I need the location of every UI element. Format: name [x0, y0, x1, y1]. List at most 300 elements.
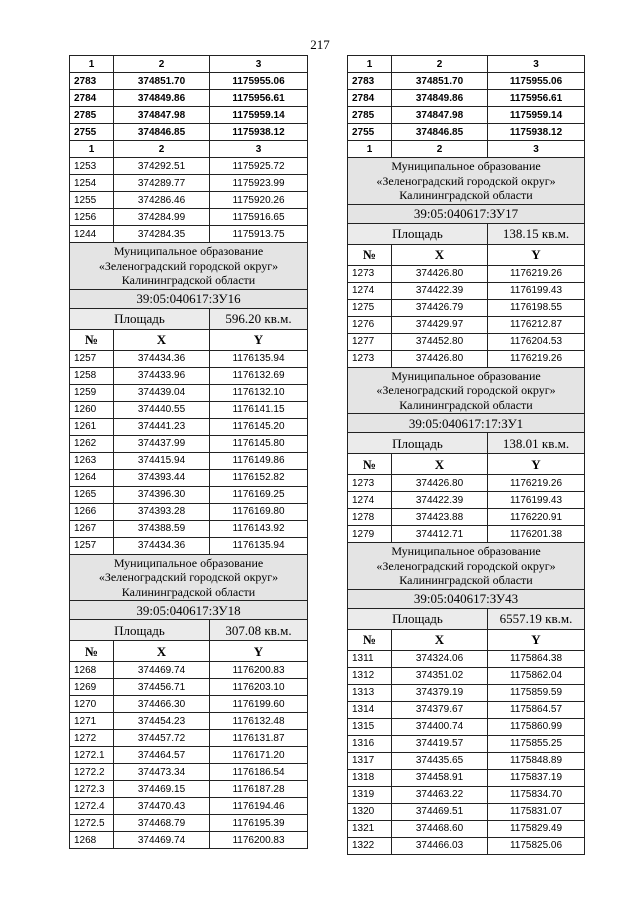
table-row — [70, 401, 308, 418]
table-cell: 1176219.26 — [488, 475, 585, 492]
table-cell: 1273 — [348, 265, 392, 282]
table-cell: 1175855.25 — [488, 735, 585, 752]
table-cell: 374324.06 — [392, 650, 488, 667]
table-cell: 1176199.60 — [210, 696, 308, 713]
table-cell: 1277 — [348, 333, 392, 350]
table-row — [70, 192, 308, 209]
table-cell: 1176220.91 — [488, 509, 585, 526]
table-cell: 1176143.92 — [210, 520, 308, 537]
cadastral-number-row — [70, 601, 308, 620]
table-row — [348, 90, 585, 107]
table-row — [348, 820, 585, 837]
table-cell: 374466.03 — [392, 837, 488, 854]
table-cell: 1175837.19 — [488, 769, 585, 786]
table-cell: 1267 — [70, 520, 114, 537]
table-cell: 1176203.10 — [210, 679, 308, 696]
table-cell: 1261 — [70, 418, 114, 435]
table-row — [70, 158, 308, 175]
area-row — [348, 223, 585, 244]
table-cell: X — [114, 329, 210, 350]
table-cell: 1175920.26 — [210, 192, 308, 209]
table-row — [348, 786, 585, 803]
municipality-row — [70, 554, 308, 601]
table-row — [70, 209, 308, 226]
table-cell: 1 — [348, 141, 392, 158]
table-cell: 1175831.07 — [488, 803, 585, 820]
area-row — [348, 433, 585, 454]
table-cell: 374470.43 — [114, 798, 210, 815]
table-cell: 1266 — [70, 503, 114, 520]
table-cell: Y — [488, 244, 585, 265]
table-cell: Площадь — [70, 620, 210, 641]
table-cell: 1175955.06 — [210, 73, 308, 90]
table-row — [70, 537, 308, 554]
table-cell: 1258 — [70, 367, 114, 384]
table-cell: 374388.59 — [114, 520, 210, 537]
table-cell: 374847.98 — [392, 107, 488, 124]
table-cell: № — [348, 454, 392, 475]
table-cell: 2785 — [70, 107, 114, 124]
table-cell: 1275 — [348, 299, 392, 316]
table-cell: Муниципальное образование «Зеленоградский городской округ» Калининградской области — [348, 543, 585, 590]
table-cell: 1268 — [70, 662, 114, 679]
table-cell: 1 — [348, 56, 392, 73]
table-cell: 1272.4 — [70, 798, 114, 815]
table-cell: 374456.71 — [114, 679, 210, 696]
table-cell: 1176135.94 — [210, 350, 308, 367]
table-cell: 1311 — [348, 650, 392, 667]
table-cell: 374847.98 — [114, 107, 210, 124]
right-coordinates-table — [347, 55, 585, 855]
table-cell: 374426.80 — [392, 350, 488, 367]
table-cell: X — [114, 641, 210, 662]
table-cell: 2 — [114, 56, 210, 73]
table-row — [348, 769, 585, 786]
table-cell: 1175825.06 — [488, 837, 585, 854]
table-cell: 3 — [210, 56, 308, 73]
table-cell: 374466.30 — [114, 696, 210, 713]
table-row — [348, 492, 585, 509]
table-cell: 1257 — [70, 537, 114, 554]
table-cell: 1271 — [70, 713, 114, 730]
table-cell: 374469.51 — [392, 803, 488, 820]
table-row — [348, 509, 585, 526]
table-cell: 3 — [488, 141, 585, 158]
table-cell: 374379.19 — [392, 684, 488, 701]
table-row — [70, 107, 308, 124]
table-cell: 374422.39 — [392, 492, 488, 509]
table-cell: 1176145.20 — [210, 418, 308, 435]
table-cell: 1176200.83 — [210, 662, 308, 679]
table-cell: 596.20 кв.м. — [210, 308, 308, 329]
table-row — [70, 384, 308, 401]
table-cell: 374452.80 — [392, 333, 488, 350]
table-cell: 1312 — [348, 667, 392, 684]
table-cell: 1176187.28 — [210, 781, 308, 798]
table-cell: 6557.19 кв.м. — [488, 608, 585, 629]
table-cell: 1176219.26 — [488, 265, 585, 282]
table-cell: 1316 — [348, 735, 392, 752]
table-row — [70, 350, 308, 367]
table-cell: 1313 — [348, 684, 392, 701]
coordinate-header-row — [348, 454, 585, 475]
table-row — [348, 265, 585, 282]
table-row — [70, 815, 308, 832]
table-cell: 1176169.80 — [210, 503, 308, 520]
table-cell: 1317 — [348, 752, 392, 769]
table-cell: 1272.2 — [70, 764, 114, 781]
table-row — [70, 679, 308, 696]
table-cell: 374435.65 — [392, 752, 488, 769]
table-cell: 1279 — [348, 526, 392, 543]
table-cell: 1175959.14 — [488, 107, 585, 124]
table-cell: № — [348, 629, 392, 650]
table-cell: 1175848.89 — [488, 752, 585, 769]
table-cell: 1260 — [70, 401, 114, 418]
table-cell: 374396.30 — [114, 486, 210, 503]
table-cell: 1175925.72 — [210, 158, 308, 175]
table-cell: 1255 — [70, 192, 114, 209]
table-cell: 2 — [392, 56, 488, 73]
coordinate-header-row — [70, 641, 308, 662]
table-row — [70, 713, 308, 730]
table-cell: 374429.97 — [392, 316, 488, 333]
table-cell: 1278 — [348, 509, 392, 526]
table-cell: 1176145.80 — [210, 435, 308, 452]
table-row — [348, 107, 585, 124]
table-cell: Муниципальное образование «Зеленоградский городской округ» Калининградской области — [70, 554, 308, 601]
table-cell: 1176141.15 — [210, 401, 308, 418]
table-cell: 2784 — [348, 90, 392, 107]
table-cell: Муниципальное образование «Зеленоградский городской округ» Калининградской области — [70, 243, 308, 290]
table-row — [70, 73, 308, 90]
table-cell: 374846.85 — [114, 124, 210, 141]
table-cell: 138.01 кв.м. — [488, 433, 585, 454]
table-cell: 39:05:040617:17:ЗУ1 — [348, 414, 585, 433]
table-cell: 1176186.54 — [210, 764, 308, 781]
column-number-row — [70, 56, 308, 73]
table-cell: 1176199.43 — [488, 282, 585, 299]
table-cell: 1176195.39 — [210, 815, 308, 832]
table-cell: 1176169.25 — [210, 486, 308, 503]
table-cell: 374846.85 — [392, 124, 488, 141]
table-row — [70, 418, 308, 435]
table-row — [70, 367, 308, 384]
table-row — [70, 175, 308, 192]
table-cell: 1176135.94 — [210, 537, 308, 554]
column-number-row — [70, 141, 308, 158]
table-cell: 374437.99 — [114, 435, 210, 452]
table-cell: 1274 — [348, 282, 392, 299]
table-cell: Площадь — [348, 223, 488, 244]
table-row — [348, 282, 585, 299]
table-cell: X — [392, 454, 488, 475]
table-cell: 1176131.87 — [210, 730, 308, 747]
table-cell: 2755 — [70, 124, 114, 141]
table-cell: 374851.70 — [392, 73, 488, 90]
table-cell: Площадь — [70, 308, 210, 329]
table-row — [70, 503, 308, 520]
coordinate-header-row — [70, 329, 308, 350]
table-cell: 374434.36 — [114, 537, 210, 554]
municipality-row — [70, 243, 308, 290]
table-cell: 1320 — [348, 803, 392, 820]
table-row — [348, 701, 585, 718]
table-row — [348, 316, 585, 333]
table-cell: X — [392, 244, 488, 265]
table-cell: 1175859.59 — [488, 684, 585, 701]
table-cell: 1254 — [70, 175, 114, 192]
coordinate-header-row — [348, 629, 585, 650]
table-cell: 1319 — [348, 786, 392, 803]
table-cell: 1175860.99 — [488, 718, 585, 735]
table-row — [348, 333, 585, 350]
table-cell: 1176132.48 — [210, 713, 308, 730]
table-cell: 1272.3 — [70, 781, 114, 798]
table-cell: 374433.96 — [114, 367, 210, 384]
table-cell: 374469.15 — [114, 781, 210, 798]
table-cell: 1322 — [348, 837, 392, 854]
table-cell: 1175959.14 — [210, 107, 308, 124]
cadastral-number-row — [348, 204, 585, 223]
table-cell: 1176132.69 — [210, 367, 308, 384]
table-cell: 307.08 кв.м. — [210, 620, 308, 641]
table-row — [70, 469, 308, 486]
cadastral-number-row — [348, 589, 585, 608]
table-row — [70, 90, 308, 107]
table-cell: 374464.57 — [114, 747, 210, 764]
table-cell: 1274 — [348, 492, 392, 509]
table-cell: 1175956.61 — [210, 90, 308, 107]
table-cell: 2784 — [70, 90, 114, 107]
left-coordinates-table — [69, 55, 308, 849]
table-cell: 374393.28 — [114, 503, 210, 520]
table-row — [70, 832, 308, 849]
table-row — [70, 486, 308, 503]
table-cell: Площадь — [348, 608, 488, 629]
area-row — [348, 608, 585, 629]
table-cell: 1176204.53 — [488, 333, 585, 350]
table-cell: 138.15 кв.м. — [488, 223, 585, 244]
table-cell: № — [348, 244, 392, 265]
table-cell: 1276 — [348, 316, 392, 333]
table-cell: № — [70, 641, 114, 662]
table-cell: 3 — [210, 141, 308, 158]
table-cell: 1270 — [70, 696, 114, 713]
table-row — [70, 747, 308, 764]
area-row — [70, 620, 308, 641]
table-cell: 374439.04 — [114, 384, 210, 401]
table-row — [348, 526, 585, 543]
table-cell: 1 — [70, 56, 114, 73]
table-cell: Муниципальное образование «Зеленоградский городской округ» Калининградской области — [348, 367, 585, 414]
table-cell: 374415.94 — [114, 452, 210, 469]
table-cell: 1176219.26 — [488, 350, 585, 367]
table-row — [70, 520, 308, 537]
table-cell: 1176200.83 — [210, 832, 308, 849]
table-cell: 1175938.12 — [210, 124, 308, 141]
table-cell: 374457.72 — [114, 730, 210, 747]
table-row — [348, 73, 585, 90]
table-cell: 374351.02 — [392, 667, 488, 684]
table-cell: 374473.34 — [114, 764, 210, 781]
table-cell: 1269 — [70, 679, 114, 696]
table-cell: 374469.74 — [114, 832, 210, 849]
table-cell: 1175955.06 — [488, 73, 585, 90]
table-cell: 1262 — [70, 435, 114, 452]
table-cell: 1253 — [70, 158, 114, 175]
table-cell: 374289.77 — [114, 175, 210, 192]
table-cell: 1176194.46 — [210, 798, 308, 815]
table-row — [70, 435, 308, 452]
table-row — [348, 667, 585, 684]
table-row — [348, 475, 585, 492]
table-cell: 2755 — [348, 124, 392, 141]
table-cell: № — [70, 329, 114, 350]
table-cell: 1273 — [348, 350, 392, 367]
table-cell: 1315 — [348, 718, 392, 735]
table-row — [70, 798, 308, 815]
table-cell: 1272.5 — [70, 815, 114, 832]
table-cell: 374458.91 — [392, 769, 488, 786]
table-cell: Y — [210, 641, 308, 662]
table-cell: 1175913.75 — [210, 226, 308, 243]
table-cell: 1263 — [70, 452, 114, 469]
table-cell: 1259 — [70, 384, 114, 401]
table-cell: 374440.55 — [114, 401, 210, 418]
table-cell: 1314 — [348, 701, 392, 718]
table-cell: 374468.79 — [114, 815, 210, 832]
area-row — [70, 308, 308, 329]
table-cell: 1175956.61 — [488, 90, 585, 107]
table-cell: 1176171.20 — [210, 747, 308, 764]
table-row — [70, 696, 308, 713]
table-cell: 1175938.12 — [488, 124, 585, 141]
table-cell: Площадь — [348, 433, 488, 454]
table-cell: 1265 — [70, 486, 114, 503]
table-cell: 2783 — [70, 73, 114, 90]
table-cell: 374468.60 — [392, 820, 488, 837]
cadastral-number-row — [348, 414, 585, 433]
table-cell: 374292.51 — [114, 158, 210, 175]
table-cell: 374419.57 — [392, 735, 488, 752]
table-cell: 1176212.87 — [488, 316, 585, 333]
table-cell: Y — [488, 454, 585, 475]
cadastral-number-row — [70, 289, 308, 308]
table-cell: 374434.36 — [114, 350, 210, 367]
table-cell: 3 — [488, 56, 585, 73]
table-row — [348, 124, 585, 141]
table-row — [348, 735, 585, 752]
table-cell: 1272 — [70, 730, 114, 747]
table-cell: 374469.74 — [114, 662, 210, 679]
table-cell: 374441.23 — [114, 418, 210, 435]
table-cell: 374284.35 — [114, 226, 210, 243]
column-number-row — [348, 56, 585, 73]
municipality-row — [348, 158, 585, 205]
table-cell: 2 — [392, 141, 488, 158]
table-cell: 374426.80 — [392, 265, 488, 282]
table-row — [348, 650, 585, 667]
table-cell: 1175834.70 — [488, 786, 585, 803]
table-cell: 374851.70 — [114, 73, 210, 90]
table-cell: X — [392, 629, 488, 650]
page-number: 217 — [310, 37, 330, 52]
table-cell: 374284.99 — [114, 209, 210, 226]
table-cell: 39:05:040617:ЗУ16 — [70, 289, 308, 308]
table-cell: 374426.80 — [392, 475, 488, 492]
table-cell: 1268 — [70, 832, 114, 849]
column-number-row — [348, 141, 585, 158]
table-row — [70, 730, 308, 747]
table-cell: 1318 — [348, 769, 392, 786]
table-cell: 1175864.57 — [488, 701, 585, 718]
table-cell: 1264 — [70, 469, 114, 486]
table-cell: 1176199.43 — [488, 492, 585, 509]
table-cell: 374849.86 — [392, 90, 488, 107]
table-cell: Y — [488, 629, 585, 650]
table-row — [70, 764, 308, 781]
coordinate-header-row — [348, 244, 585, 265]
table-row — [70, 226, 308, 243]
table-cell: 1175923.99 — [210, 175, 308, 192]
table-cell: 1176149.86 — [210, 452, 308, 469]
table-cell: 1175862.04 — [488, 667, 585, 684]
table-cell: 1175829.49 — [488, 820, 585, 837]
table-cell: 1321 — [348, 820, 392, 837]
municipality-row — [348, 543, 585, 590]
table-row — [70, 781, 308, 798]
table-row — [348, 803, 585, 820]
table-cell: 1175916.65 — [210, 209, 308, 226]
table-cell: 374426.79 — [392, 299, 488, 316]
table-row — [348, 684, 585, 701]
table-cell: 374412.71 — [392, 526, 488, 543]
table-row — [348, 350, 585, 367]
table-cell: 374400.74 — [392, 718, 488, 735]
table-cell: 1272.1 — [70, 747, 114, 764]
table-cell: 374422.39 — [392, 282, 488, 299]
table-row — [348, 299, 585, 316]
table-cell: 1176201.38 — [488, 526, 585, 543]
table-cell: 1176152.82 — [210, 469, 308, 486]
table-cell: 2783 — [348, 73, 392, 90]
table-cell: 374393.44 — [114, 469, 210, 486]
table-cell: 374463.22 — [392, 786, 488, 803]
table-row — [70, 452, 308, 469]
table-cell: 374286.46 — [114, 192, 210, 209]
table-cell: 39:05:040617:ЗУ17 — [348, 204, 585, 223]
table-cell: 2 — [114, 141, 210, 158]
table-cell: 1175864.38 — [488, 650, 585, 667]
table-cell: 374849.86 — [114, 90, 210, 107]
table-cell: Y — [210, 329, 308, 350]
table-row — [348, 837, 585, 854]
table-cell: 1244 — [70, 226, 114, 243]
table-cell: 374423.88 — [392, 509, 488, 526]
table-cell: 1176132.10 — [210, 384, 308, 401]
table-cell: 374454.23 — [114, 713, 210, 730]
table-cell: 1273 — [348, 475, 392, 492]
table-cell: 2785 — [348, 107, 392, 124]
table-cell: 39:05:040617:ЗУ43 — [348, 589, 585, 608]
table-row — [70, 662, 308, 679]
table-cell: 39:05:040617:ЗУ18 — [70, 601, 308, 620]
table-row — [348, 718, 585, 735]
table-cell: 1176198.55 — [488, 299, 585, 316]
table-cell: 1 — [70, 141, 114, 158]
table-row — [348, 752, 585, 769]
